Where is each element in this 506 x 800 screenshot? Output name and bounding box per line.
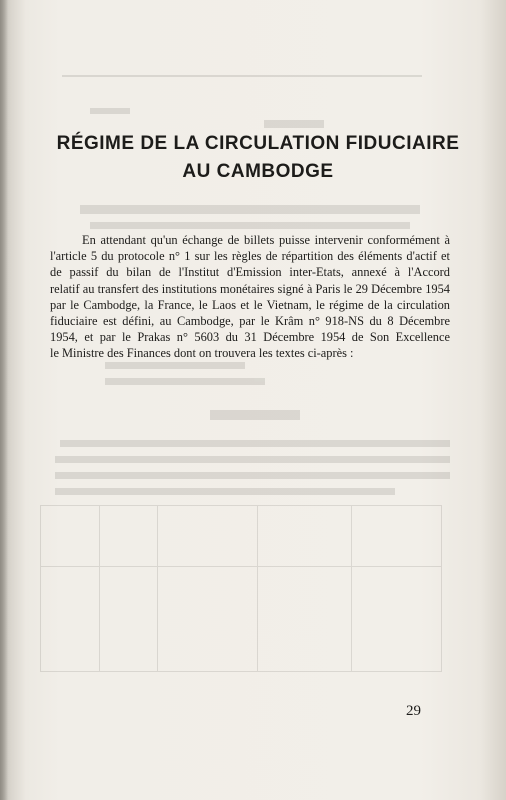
title-line-2: AU CAMBODGE: [182, 161, 334, 182]
paragraph-line: de passif du bilan de l'Institut d'Emission inter-Etats, annexé à l'Accord: [50, 265, 450, 280]
bleed-text-block: [90, 222, 410, 229]
page-title: [40, 130, 476, 186]
page-number: 29: [406, 703, 421, 719]
bleed-table-outline: [40, 505, 442, 672]
bleed-text-block: [210, 410, 300, 420]
title-line-1: RÉGIME DE LA CIRCULATION FIDUCIAIRE: [56, 133, 460, 154]
bleed-text-block: [55, 456, 450, 463]
paragraph-line: fiduciaire est défini, au Cambodge, par le Krâm n° 918-NS du 8 Décembre: [50, 314, 450, 329]
paragraph-line: le Ministre des Finances dont on trouvera les textes ci-après :: [50, 346, 354, 361]
bleed-text-block: [80, 205, 420, 214]
bleed-text-block: [264, 120, 324, 128]
bleed-text-block: [55, 488, 395, 495]
bleed-text-block: [90, 108, 130, 114]
paragraph-line: l'article 5 du protocole n° 1 sur les règles de répartition des éléments d'actif et: [50, 249, 450, 264]
intro-paragraph: [50, 232, 450, 362]
bleed-text-block: [55, 472, 450, 479]
bleed-text-block: [105, 378, 265, 385]
bleed-header-line: [62, 75, 422, 79]
paragraph-line: 1954, et par le Prakas n° 5603 du 31 Décembre 1954 de Son Excellence: [50, 330, 450, 345]
paragraph-line: En attendant qu'un échange de billets puisse intervenir conformément à: [82, 233, 450, 247]
paragraph-line: par le Cambodge, la France, le Laos et le Vietnam, le régime de la circulation: [50, 297, 450, 312]
paragraph-line: relatif au transfert des institutions monétaires signé à Paris le 29 Décembre 1954: [50, 281, 450, 296]
bleed-text-block: [60, 440, 450, 447]
bleed-text-block: [105, 362, 245, 369]
